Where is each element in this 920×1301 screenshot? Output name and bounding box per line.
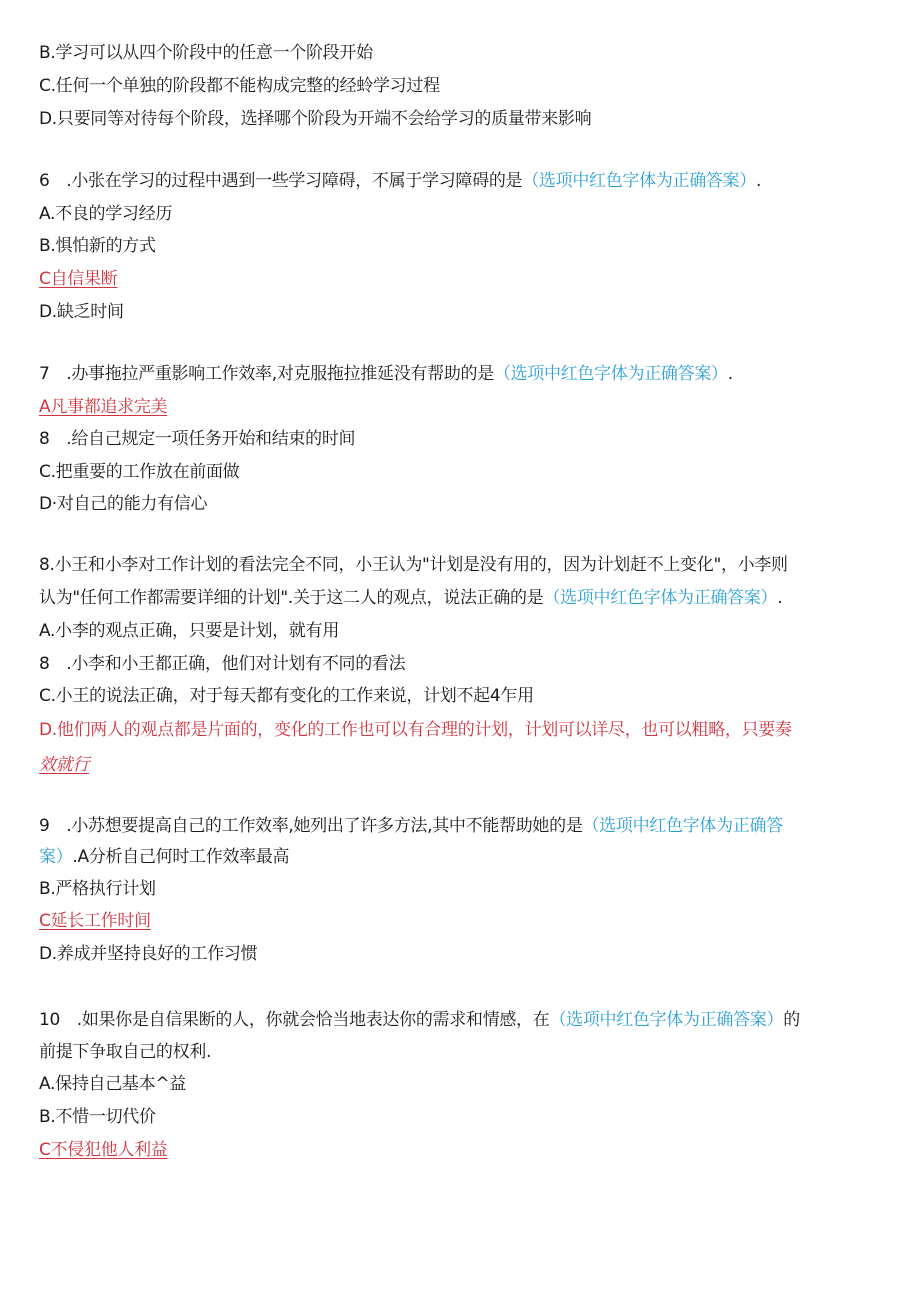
answer-hint: （选项中红色字体为正确答案） [549, 1010, 784, 1030]
question-8-stem-line2 [39, 586, 782, 610]
option-d: D.缺乏时间 [39, 302, 124, 322]
option-c-correct: C不侵犯他人利益 [39, 1140, 168, 1160]
question-6-stem [39, 169, 761, 193]
question-text: 10 .如果你是自信果断的人，你就会恰当地表达你的需求和情感，在 [39, 1010, 550, 1030]
option-d: D·对自己的能力有信心 [39, 494, 208, 514]
option-c-correct: C延长工作时间 [39, 911, 151, 931]
question-tail: . [777, 588, 783, 608]
question-9-stem-line2 [39, 845, 289, 869]
option-c-correct: C自信果断 [39, 269, 118, 289]
option-line: B.学习可以从四个阶段中的任意一个阶段开始 [39, 43, 373, 63]
option-line: D.只要同等对待每个阶段，选择哪个阶段为开端不会给学习的质量带来影响 [39, 109, 592, 129]
option-d-correct-line2: 效就行 [39, 755, 90, 775]
option-a: .A分析自己何时工作效率最高 [72, 847, 290, 867]
option-line: C.任何一个单独的阶段都不能构成完整的经蛉学习过程 [39, 76, 440, 96]
question-text: 7 .办事拖拉严重影响工作效率,对克服拖拉推延没有帮助的是 [39, 364, 494, 384]
question-10-stem-line2: 前提下争取自己的权利. [39, 1042, 212, 1062]
answer-hint: 案） [39, 847, 73, 867]
question-10-stem [39, 1008, 800, 1032]
question-tail: . [727, 364, 733, 384]
option-d-correct-line1: D.他们两人的观点都是片面的，变化的工作也可以有合理的计划，计划可以详尽，也可以粗略，只要奏 [39, 720, 792, 740]
option-b: B.严格执行计划 [39, 879, 156, 899]
question-tail: . [756, 171, 762, 191]
question-9-stem [39, 814, 783, 838]
question-text: 9 .小苏想要提高自己的工作效率,她列出了许多方法,其中不能帮助她的是 [39, 816, 583, 836]
option-b: 8 .小李和小王都正确，他们对计划有不同的看法 [39, 654, 406, 674]
answer-hint: （选项中红色字体为正确答案） [543, 588, 778, 608]
question-tail: 的 [783, 1010, 800, 1030]
option-d: D.养成并坚持良好的工作习惯 [39, 944, 258, 964]
question-8-stem-line1: 8.小王和小李对工作计划的看法完全不同，小王认为"计划是没有用的，因为计划赶不上变化"，小李则 [39, 555, 788, 575]
answer-hint: （选项中红色字体为正确答 [582, 816, 783, 836]
question-text: 6 .小张在学习的过程中遇到一些学习障碍，不属于学习障碍的是 [39, 171, 523, 191]
option-a: A.不良的学习经历 [39, 204, 173, 224]
option-b: B.惧怕新的方式 [39, 236, 156, 256]
option-a-correct: A凡事都追求完美 [39, 397, 168, 417]
answer-hint: （选项中红色字体为正确答案） [493, 364, 728, 384]
question-text: 认为"任何工作都需要详细的计划".关于这二人的观点，说法正确的是 [39, 588, 544, 608]
option-b: B.不惜一切代价 [39, 1107, 156, 1127]
option-b: 8 .给自己规定一项任务开始和结束的时间 [39, 429, 356, 449]
answer-hint: （选项中红色字体为正确答案） [522, 171, 757, 191]
option-c: C.小王的说法正确，对于每天都有变化的工作来说，计划不起4乍用 [39, 686, 534, 706]
question-7-stem [39, 362, 733, 386]
option-a: A.小李的观点正确，只要是计划，就有用 [39, 621, 340, 641]
option-c: C.把重要的工作放在前面做 [39, 462, 240, 482]
option-a: A.保持自己基本^益 [39, 1074, 186, 1094]
